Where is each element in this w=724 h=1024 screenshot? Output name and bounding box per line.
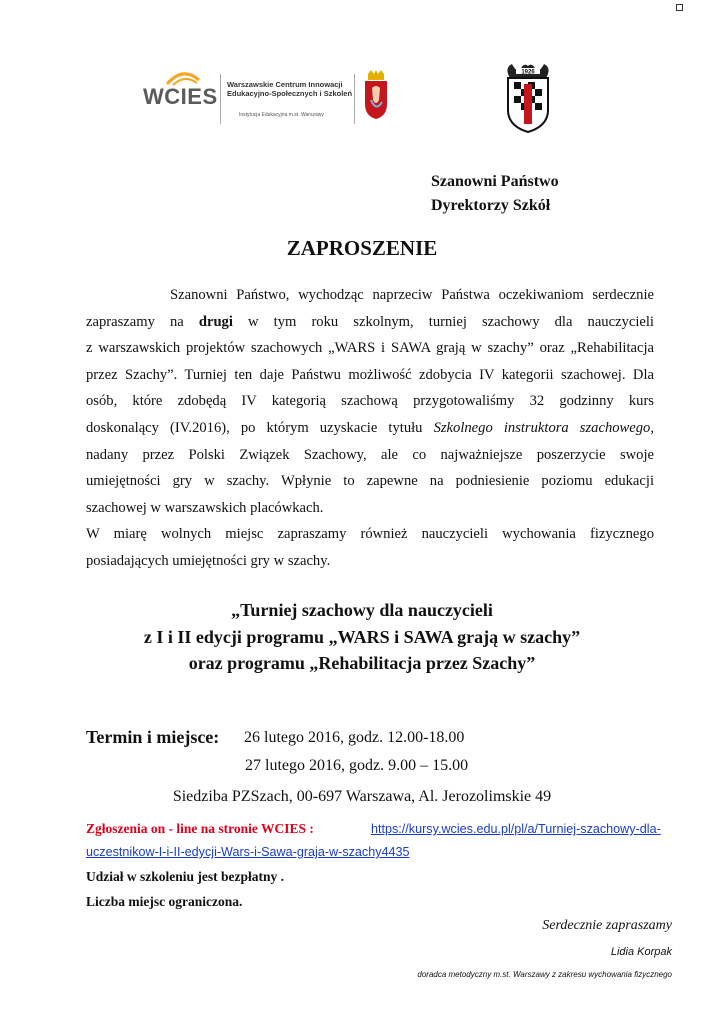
body-line: przez Szachy”. Turniej ten daje Państwu możliwość zdobycia IV kategorii szachowej. Dla [86,366,654,383]
wcies-logo [143,70,353,126]
body-text: doskonalący (IV.2016), po którym uzyskacie tytułu [86,419,434,436]
signer-name: Lidia Korpak [610,946,672,958]
body-line: nadany przez Polski Związek Szachowy, ale co najważniejsze poszerzycie swoje [86,446,654,463]
body-line: umiejętności gry w szachy. Wpłynie to zapewne na podniesienie poziomu edukacji [86,473,654,490]
registration-link[interactable]: uczestnikow-I-i-II-edycji-Wars-i-Sawa-graja-w-szachy4435 [86,845,410,859]
event-title-line: oraz programu „Rehabilitacja przez Szachy” [188,653,536,673]
event-title-line: z I i II edycji programu „WARS i SAWA grają w szachy” [143,627,581,647]
wcies-institution: Instytucja Edukacyjna m.st. Warszawy [239,112,324,118]
wcies-name-line: Edukacyjno-Społecznych i Szkoleń [227,89,353,98]
schedule-venue: Siedziba PZSzach, 00-697 Warszawa, Al. Jerozolimskie 49 [172,788,552,805]
corner-mark [676,4,683,11]
event-title-line: „Turniej szachowy dla nauczycieli [231,600,493,620]
emblem-year: 1926 [521,69,535,76]
body-line: szachowej w warszawskich placówkach. [86,499,324,516]
body-line: osób, które zdobędą IV kategorią szachową przygotowaliśmy 32 godzinny kurs [86,393,654,410]
logo-divider [220,74,221,124]
closing-greeting: Serdecznie zapraszamy [542,918,672,933]
body-line [86,309,654,336]
body-line: Szanowni Państwo, wychodząc naprzeciw Państwa oczekiwaniom serdecznie [170,287,654,303]
body-text: w tym roku szkolnym, turniej szachowy dla nauczycieli [232,313,654,330]
wcies-wordmark: WCIES [143,84,218,109]
invitation-body [86,282,654,575]
body-line [86,415,654,442]
registration-link[interactable]: https://kursy.wcies.edu.pl/pl/a/Turniej-szachowy-dla- [371,822,661,836]
registration-label: Zgłoszenia on - line na stronie WCIES : [86,821,314,836]
schedule-date: 26 lutego 2016, godz. 12.00-18.00 [244,729,465,746]
body-line: posiadających umiejętności gry w szachy. [86,552,331,569]
document-title: ZAPROSZENIE [286,236,438,260]
schedule-date: 27 lutego 2016, godz. 9.00 – 15.00 [245,757,469,774]
warsaw-crest-icon [362,70,390,120]
addressee-line: Szanowni Państwo [431,173,559,190]
free-participation-note: Udział w szkoleniu jest bezpłatny . [86,869,285,884]
schedule-label: Termin i miejsce: [86,727,220,747]
wcies-name-line: Warszawskie Centrum Innowacji [227,80,343,89]
chess-emblem-icon [500,60,556,134]
body-line: W miarę wolnych miejsc zapraszamy również nauczycieli wychowania fizycznego [86,526,654,543]
limited-seats-note: Liczba miejsc ograniczona. [86,894,243,909]
body-line: z warszawskich projektów szachowych „WARS i SAWA grają w szachy” oraz „Rehabilitacja [86,340,654,357]
body-italic: Szkolnego instruktora szachowego, [433,419,654,436]
logo-divider [354,74,355,124]
body-text: zapraszamy na [86,313,199,330]
wcies-full-name [227,80,357,98]
addressee-line: Dyrektorzy Szkół [431,197,551,214]
body-emphasis: drugi [198,313,233,330]
signer-role: doradca metodyczny m.st. Warszawy z zakresu wychowania fizycznego [417,970,672,979]
